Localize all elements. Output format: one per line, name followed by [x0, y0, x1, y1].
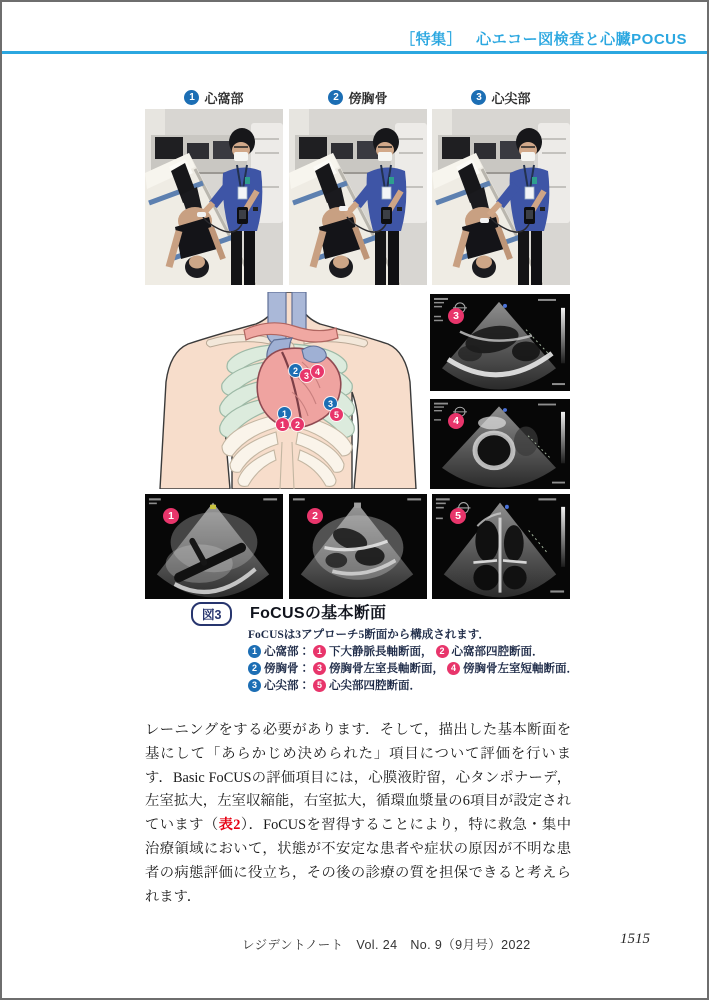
page-header: [400, 28, 687, 49]
figure-caption-line-1: 1 心窩部： 1 下大静脈長軸断面， 2 心窩部四腔断面．: [248, 643, 544, 659]
approach-2-icon: 2: [328, 90, 343, 105]
diagram-marker-approach-3: 3: [324, 397, 337, 410]
torso-diagram: [152, 292, 422, 489]
header-rule: [2, 51, 707, 54]
view-5-icon: 5: [313, 679, 326, 692]
scan-number-3: 3: [448, 308, 464, 324]
ultrasound-ivc: [145, 494, 283, 599]
scan-number-2: 2: [307, 508, 323, 524]
figure-caption-intro: FoCUSは3アプローチ5断面から構成されます．: [248, 629, 490, 641]
approach-1-icon: 1: [248, 645, 261, 658]
ultrasound-plax: [430, 294, 570, 391]
view-4-icon: 4: [447, 662, 460, 675]
ultrasound-psax: [430, 399, 570, 489]
figure-caption-line-3: 3 心尖部： 5 心尖部四腔断面．: [248, 677, 421, 693]
view-1-icon: 1: [313, 645, 326, 658]
view-3-icon: 3: [313, 662, 326, 675]
approach-1-icon: 1: [184, 90, 199, 105]
exam-photo-parasternal: [289, 109, 427, 285]
figure-badge: 図3: [191, 602, 232, 626]
scan-number-4: 4: [448, 413, 464, 429]
approach-3-icon: 3: [471, 90, 486, 105]
page-number: 1515: [620, 931, 650, 947]
diagram-marker-approach-1: 1: [278, 407, 291, 420]
approach-2-icon: 2: [248, 662, 261, 675]
photo-label-parasternal: 2 傍胸骨: [289, 88, 427, 106]
diagram-marker-view-3: 3: [300, 369, 313, 382]
diagram-marker-approach-2: 2: [289, 364, 302, 377]
exam-photo-apical: [432, 109, 570, 285]
ultrasound-apical: [432, 494, 570, 599]
scan-number-1: 1: [163, 508, 179, 524]
probe: [197, 212, 206, 217]
approach-3-icon: 3: [248, 679, 261, 692]
diagram-marker-view-1: 1: [276, 418, 289, 431]
feature-tag: ［特集］: [400, 31, 463, 48]
scan-number-5: 5: [450, 508, 466, 524]
body-paragraph: レーニングをする必要があります．そして，描出した基本断面を基にして「あらかじめ決められた」項目について評価を行います．Basic FoCUSの評価項目には，心膜液貯留，心タンポナーデ，左室拡大，左室収縮能，右室拡大，循環血漿量の6項目が設定されています（表2）．FoCUSを習得することにより，特に救急・集中治療領域において，状態が不安定な患者や症状の原因が不明な患者の病態評価に役立ち，その後の診療の質を担保できると考えられます．: [145, 722, 572, 905]
ultrasound-subcostal: [289, 494, 427, 599]
diagram-marker-view-4: 4: [311, 365, 324, 378]
figure-title: FoCUSの基本断面: [250, 605, 387, 622]
diagram-marker-view-2: 2: [291, 418, 304, 431]
photo-label-apical: 3 心尖部: [432, 88, 570, 106]
probe: [480, 218, 489, 223]
journal-footer: レジデントノート Vol. 24 No. 9（9月号）2022: [242, 938, 531, 952]
probe: [339, 206, 348, 211]
figure-caption-line-2: 2 傍胸骨： 3 傍胸骨左室長軸断面， 4 傍胸骨左室短軸断面．: [248, 660, 578, 676]
exam-photo-subxiphoid: [145, 109, 283, 285]
view-2-icon: 2: [436, 645, 449, 658]
table-2-reference: 表2: [218, 817, 241, 834]
diagram-marker-view-5: 5: [330, 408, 343, 421]
photo-label-subxiphoid: 1 心窩部: [145, 88, 283, 106]
feature-title: 心エコー図検査と心臓POCUS: [476, 31, 687, 48]
